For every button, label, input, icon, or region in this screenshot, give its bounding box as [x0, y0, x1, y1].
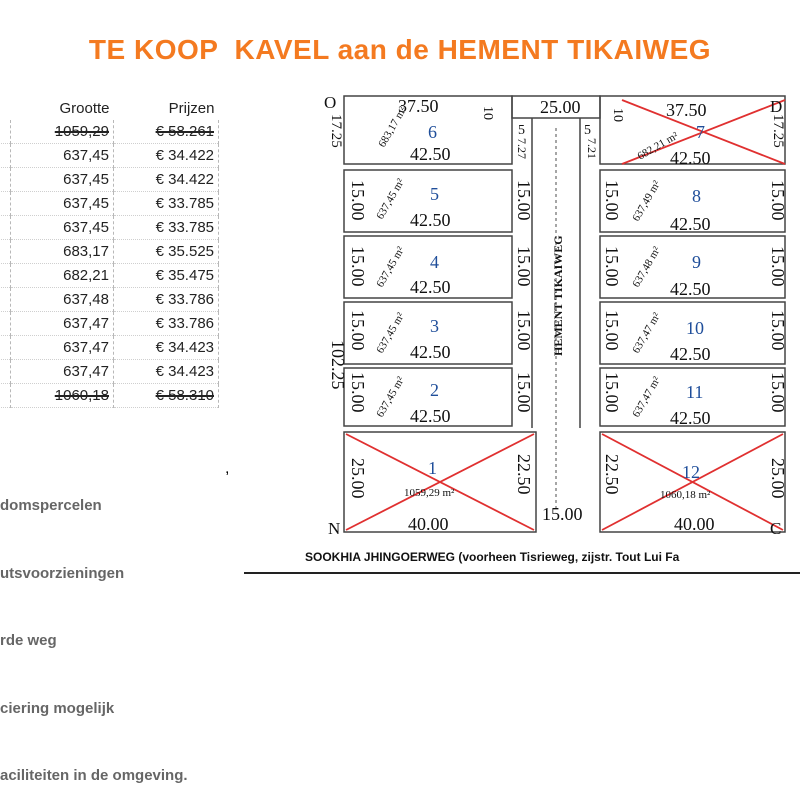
dim-left-5: 5: [518, 123, 525, 138]
lot-number-2: 2: [430, 380, 439, 400]
price-cell: € 58.261: [114, 120, 219, 144]
depth-lot-2: 42.50: [410, 406, 451, 426]
table-row: [0, 120, 219, 144]
table-row: [0, 384, 219, 408]
lot-number-1: 1: [428, 458, 437, 478]
lot-number-cell: [0, 360, 11, 384]
lot-number-cell: [0, 168, 11, 192]
lot-number-5: 5: [430, 184, 439, 204]
page-title: TE KOOP KAVEL aan de HEMENT TIKAIWEG: [88, 34, 712, 65]
size-cell: 1059,29: [11, 120, 114, 144]
dim-road-top: 25.00: [540, 97, 581, 117]
side-mid-11: 15.00: [602, 372, 622, 413]
width-lot-1: 40.00: [408, 514, 449, 534]
size-cell: 637,45: [11, 192, 114, 216]
side-mid-8: 15.00: [602, 180, 622, 221]
lot-number-cell: [0, 216, 11, 240]
lot-number-3: 3: [430, 316, 439, 336]
street-line: [244, 572, 800, 574]
lot-number-cell: [0, 312, 11, 336]
depth-lot-6: 42.50: [410, 144, 451, 164]
table-row: [0, 192, 219, 216]
lot-number-7: 7: [696, 122, 705, 142]
lot-number-11: 11: [686, 382, 704, 402]
lot-area-5: 637,45 m²: [374, 176, 408, 222]
price-cell: € 34.423: [114, 360, 219, 384]
lot-area-6: 683,17 m²: [376, 104, 410, 150]
dim-left-727: 7.27: [515, 138, 529, 159]
price-cell: € 33.786: [114, 312, 219, 336]
depth-lot-8: 42.50: [670, 214, 711, 234]
corner-c: C: [770, 519, 782, 538]
lot-number-6: 6: [428, 122, 437, 142]
price-cell: € 34.422: [114, 144, 219, 168]
side-mid-1: 22.50: [514, 454, 534, 495]
table-row: [0, 312, 219, 336]
lot-area-1: 1059,29 m²: [404, 487, 455, 499]
street-label: SOOKHIA JHINGOERWEG (voorheen Tisrieweg, zijstr. Tout Lui Fa: [305, 550, 680, 564]
depth-lot-7: 42.50: [670, 148, 711, 168]
lot-area-4: 637,45 m²: [374, 244, 408, 290]
size-cell: 637,47: [11, 336, 114, 360]
plot-map: [300, 88, 800, 538]
side-left-1: 25.00: [348, 458, 368, 499]
side-mid-12: 22.50: [602, 454, 622, 495]
lot-number-10: 10: [686, 318, 704, 338]
table-row: [0, 336, 219, 360]
lot-number-8: 8: [692, 186, 701, 206]
dim-right-1725: 17.25: [770, 114, 786, 148]
lot-area-7: 682,21 m²: [635, 129, 681, 163]
side-right-12: 25.00: [768, 458, 788, 499]
lot-area-2: 637,45 m²: [374, 374, 408, 420]
stray-mark: ,: [225, 460, 230, 477]
lot-number-cell: [0, 336, 11, 360]
lot-number-cell: [0, 192, 11, 216]
table-row: [0, 264, 219, 288]
corner-n: N: [328, 519, 341, 538]
side-mid-2: 15.00: [514, 372, 534, 413]
dim-right-721: 7.21: [585, 138, 599, 159]
dim-top-right: 37.50: [666, 100, 707, 120]
size-cell: 637,47: [11, 360, 114, 384]
lot-number-9: 9: [692, 252, 701, 272]
lot-area-3: 637,45 m²: [374, 310, 408, 356]
size-cell: 637,45: [11, 144, 114, 168]
size-cell: 637,45: [11, 216, 114, 240]
lot-number-cell: [0, 120, 11, 144]
lot-number-4: 4: [430, 252, 439, 272]
price-cell: € 33.785: [114, 216, 219, 240]
dim-left-10: 10: [480, 106, 495, 120]
price-cell: € 35.525: [114, 240, 219, 264]
side-right-10: 15.00: [768, 310, 788, 351]
table-row: [0, 360, 219, 384]
feature-item: aciliteiten in de omgeving.: [0, 767, 188, 784]
side-left-5: 15.00: [348, 180, 368, 221]
feature-item: domspercelen: [0, 497, 102, 514]
lot-number-cell: [0, 144, 11, 168]
price-cell: € 35.475: [114, 264, 219, 288]
size-cell: 683,17: [11, 240, 114, 264]
lot-area-8: 637,49 m²: [630, 178, 664, 224]
size-cell: 682,21: [11, 264, 114, 288]
column-header-nr: [0, 96, 11, 120]
lot-number-12: 12: [682, 462, 700, 482]
side-mid-4: 15.00: [514, 246, 534, 287]
size-cell: 1060,18: [11, 384, 114, 408]
table-row: [0, 288, 219, 312]
feature-item: rde weg: [0, 632, 57, 649]
lot-area-12: 1060,18 m²: [660, 489, 711, 501]
table-row: [0, 144, 219, 168]
depth-lot-11: 42.50: [670, 408, 711, 428]
dim-total-side: 102.25: [328, 340, 348, 390]
width-lot-12: 40.00: [674, 514, 715, 534]
side-right-8: 15.00: [768, 180, 788, 221]
price-cell: € 58.310: [114, 384, 219, 408]
depth-lot-3: 42.50: [410, 342, 451, 362]
lot-area-9: 637,48 m²: [630, 244, 664, 290]
price-table: [0, 96, 219, 408]
side-right-9: 15.00: [768, 246, 788, 287]
road-label: HEMENT TIKAIWEG: [551, 235, 565, 356]
table-row: [0, 216, 219, 240]
lot-number-cell: [0, 384, 11, 408]
feature-list: [0, 450, 188, 810]
corner-d: D: [770, 97, 783, 116]
size-cell: 637,45: [11, 168, 114, 192]
price-cell: € 33.785: [114, 192, 219, 216]
price-cell: € 33.786: [114, 288, 219, 312]
dim-left-1725: 17.25: [328, 114, 344, 148]
feature-item: ciering mogelijk: [0, 699, 115, 717]
lot-number-cell: [0, 264, 11, 288]
lot-area-11: 637,47 m²: [630, 374, 664, 420]
column-header-price: Prijzen: [168, 99, 215, 117]
depth-lot-9: 42.50: [670, 279, 711, 299]
lot-number-cell: [0, 288, 11, 312]
size-cell: 637,48: [11, 288, 114, 312]
table-header-row: [0, 96, 219, 120]
size-cell: 637,47: [11, 312, 114, 336]
column-header-size: Grootte: [59, 99, 110, 117]
depth-lot-5: 42.50: [410, 210, 451, 230]
lot-area-10: 637,47 m²: [630, 310, 664, 356]
table-row: [0, 240, 219, 264]
price-cell: € 34.422: [114, 168, 219, 192]
side-mid-3: 15.00: [514, 310, 534, 351]
depth-lot-10: 42.50: [670, 344, 711, 364]
side-mid-9: 15.00: [602, 246, 622, 287]
side-left-4: 15.00: [348, 246, 368, 287]
table-row: [0, 168, 219, 192]
dim-right-10: 10: [610, 108, 625, 122]
side-mid-5: 15.00: [514, 180, 534, 221]
side-left-2: 15.00: [348, 372, 368, 413]
dim-road-bottom: 15.00: [542, 504, 583, 524]
feature-item: utsvoorzieningen: [0, 564, 125, 582]
depth-lot-4: 42.50: [410, 277, 451, 297]
side-left-3: 15.00: [348, 310, 368, 351]
corner-o: O: [324, 93, 337, 112]
dim-right-5: 5: [584, 123, 591, 138]
side-right-11: 15.00: [768, 372, 788, 413]
price-cell: € 34.423: [114, 336, 219, 360]
dim-top-left: 37.50: [398, 96, 439, 116]
lot-number-cell: [0, 240, 11, 264]
side-mid-10: 15.00: [602, 310, 622, 351]
